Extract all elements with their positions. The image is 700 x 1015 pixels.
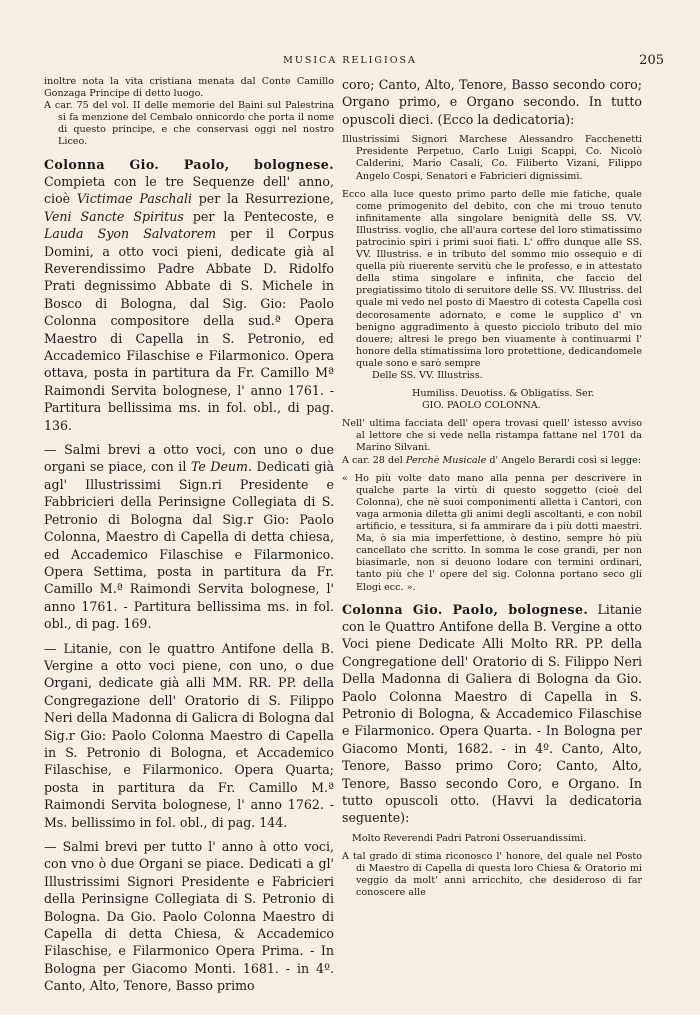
- footnote-baini: A car. 75 del vol. II delle memorie del Baini sul Palestrina si fa menzione del Cembalo onnicordo che porta il nome di questo principe, e che conservasi oggi nel nostro Liceo.: [44, 100, 334, 148]
- dedication-body: Ecco alla luce questo primo parto delle mie fatiche, quale come primogenito del debito, con che mi trouo tenuto infinitamente alla singolare benignità delle SS. VV. Illustriss. voglio, che all'aura cortese del loro stimatissimo patrocinio spiri i primi suoi fiati. L' offro dunque alle SS. VV. Illustriss. e in tributo del sommo mio ossequio e di quella più riuerente servitù che le professo, e in attestato della stima singolare e infinita, che faccio del pregiatissimo titolo di seruitore delle SS. VV. Illustriss. del quale mi vedo nel posto di Maestro di cotesta Capella così decorosamente adornato, e come le supplico d' vn benigno aggradimento à questo picciolo tributo del mio douere; altresi le prego ben viuamente à continuarmi l' honore della stimatissima loro protettione, dedicandomele quale sono e sarò sempre: [342, 188, 642, 369]
- entry-text: — Salmi brevi a otto voci, con uno o due organi se piace, con il: [44, 442, 334, 475]
- footnote-continued: inoltre nota la vita cristiana menata dal Conte Camillo Gonzaga Principe di detto luogo.: [44, 76, 334, 100]
- right-column: [342, 76, 642, 899]
- entry-heading: Colonna Gio. Paolo, bolognese.: [44, 156, 334, 172]
- entry-text: per la Resurrezione,: [198, 191, 334, 207]
- running-header: [0, 55, 700, 73]
- catalog-entry-salmi-opera7: [44, 441, 334, 632]
- note-text: A car. 28 del: [342, 454, 403, 466]
- book-title: Perchè Musicale: [405, 454, 487, 466]
- note-avviso: Nell' ultima facciata dell' opera trovasi quell' istesso avviso al lettore che si vede nella ristampa fattane nel 1701 da Marino Silvani.: [342, 418, 642, 454]
- work-title: Veni Sancte Spiritus: [44, 208, 184, 224]
- page-number: 205: [639, 53, 664, 68]
- entry-text: Litanie con le Quattro Antifone della B. Vergine a otto Voci piene Dedicate Alli Molto RR. PP. della Congregatione dell' Oratorio di S. Filippo Neri Della Madonna di Galiera di Bologna da Gio. Paolo Colonna Maestro di Capella in S. Petronio di Bologna, & Accademico Filaschise e Filarmonico. Opera Quarta. - In Bologna per Giacomo Monti, 1682. - in 4º. Canto, Alto, Tenore, Basso primo Coro; Canto, Alto, Tenore, Basso secondo Coro, e Organo. In tutto opuscoli otto. (Havvi la dedicatoria seguente):: [342, 601, 642, 826]
- catalog-entry-compieta: [44, 156, 334, 435]
- entry-text: Dedicati già agl' Illustrissimi Sign.ri Presidente e Fabbricieri della Perinsigne Collegiata di S. Petronio di Bologna dal Sig.r Gio: Paolo Colonna, Maestro di Capella di detta chiesa, ed Accademico Filaschise e Filarmonico. Opera Settima, posta in partitura da Fr. Camillo M.ª Raimondi Servita bolognese, l' anno 1761. - Partitura bellissima ms. in fol. obl., di pag. 169.: [44, 459, 334, 632]
- dedication-opening: A tal grado di stima riconosco l' honore, del quale nel Posto di Maestro di Capella di questa loro Chiesa & Oratorio mi veggio da molt' anni arricchito, che desideroso di far conoscere alle: [342, 850, 642, 899]
- entry-heading: Colonna Gio. Paolo, bolognese.: [342, 601, 589, 617]
- catalog-entry-salmi-opera1: — Salmi brevi per tutto l' anno à otto voci, con vno ò due Organi se piace. Dedicati a gl' Illustrissimi Signori Presidente e Fabricieri della Perinsigne Collegiata di S. Petronio di Bologna. Da Gio. Paolo Colonna Maestro di Capella di detta Chiesa, & Accademico Filaschise, e Filarmonico Opera Prima. - In Bologna per Giacomo Monti. 1681. - in 4º. Canto, Alto, Tenore, Basso primo: [44, 839, 334, 994]
- work-title: Victimae Paschali: [76, 191, 193, 207]
- note-text: d' Angelo Berardi così si legge:: [489, 454, 642, 466]
- dedication-signature-line: Humiliss. Deuotiss. & Obligatiss. Ser.: [412, 388, 595, 400]
- entry-continuation: coro; Canto, Alto, Tenore, Basso secondo coro; Organo primo, e Organo secondo. In tutto opuscoli dieci. (Ecco la dedicatoria):: [342, 77, 642, 127]
- dedication-salutation: Molto Reverendi Padri Patroni Osseruandissimi.: [352, 832, 587, 844]
- left-column: [44, 76, 334, 995]
- running-title: MUSICA RELIGIOSA: [283, 55, 417, 66]
- entry-text: Compieta con le tre Sequenze dell' anno, cioè: [44, 173, 334, 207]
- catalog-entry-litanie-1682: [342, 601, 642, 827]
- dedication-addressees: Illustrissimi Signori Marchese Alessandro Facchenetti Presidente Perpetuo, Carlo Luigi Scappi, Co. Nicolò Calderini, Mario Casali, Co. Filiberto Vizani, Filippo Angelo Cospi, Senatori e Fabricieri dignissimi.: [342, 134, 642, 182]
- berardi-quote: « Ho più volte dato mano alla penna per descrivere in qualche parte la virtù di questo soggetto (cioè del Colonna), che nè suoi componimenti alletta i Cantori, con vaga armonia diletta gli animi degli ascoltanti, e con nobil artificio, e tessitura, si fa ammirare da i più dotti maestri. Ma, ò sia mia imperfettione, ò destino, sempre hò più cancellato che scritto. In somma le cose grandi, per non biasimarle, non si deuono lodare con termini ordinari, tanto più che l' opere del sig. Colonna portano seco gli Elogi ecc. ».: [342, 472, 642, 593]
- catalog-entry-litanie-ms: — Litanie, con le quattro Antifone della B. Vergine a otto voci piene, con uno, o due Organi, dedicate già alli MM. RR. PP. della Congregazione dell' Oratorio di S. Filippo Neri della Madonna di Galicra di Bologna dal Sig.r Gio: Paolo Colonna Maestro di Capella in S. Petronio di Bologna, et Accademico Filaschise, e Filarmonico. Opera Quarta; posta in partitura da Fr. Camillo M.ª Raimondi Servita bolognese, l' anno 1762. - Ms. bellissimo in fol. obl., di pag. 144.: [44, 640, 334, 830]
- entry-text: per la Pentecoste, e: [192, 208, 334, 224]
- work-title: Te Deum.: [190, 459, 252, 475]
- dedication-closing: Delle SS. VV. Illustriss.: [372, 370, 483, 381]
- entry-text: per il Corpus Domini, a otto voci pieni, dedicate già al Reverendissimo Padre Abbate D. Ridolfo Prati degnissimo Abbate di S. Michele in Bosco di Bologna, dal Sig. Gio: Paolo Colonna compositore della sud.ª Opera Maestro di Capella in S. Petronio, ed Accademico Filaschise e Filarmonico. Opera ottava, posta in partitura da Fr. Camillo Mª Raimondi Servita bolognese, l' anno 1761. - Partitura bellissima ms. in fol. obl., di pag. 136.: [44, 226, 334, 433]
- work-title: Lauda Syon Salvatorem: [44, 226, 217, 242]
- note-berardi: [342, 455, 642, 467]
- dedication-signature-name: GIO. PAOLO COLONNA.: [422, 400, 541, 412]
